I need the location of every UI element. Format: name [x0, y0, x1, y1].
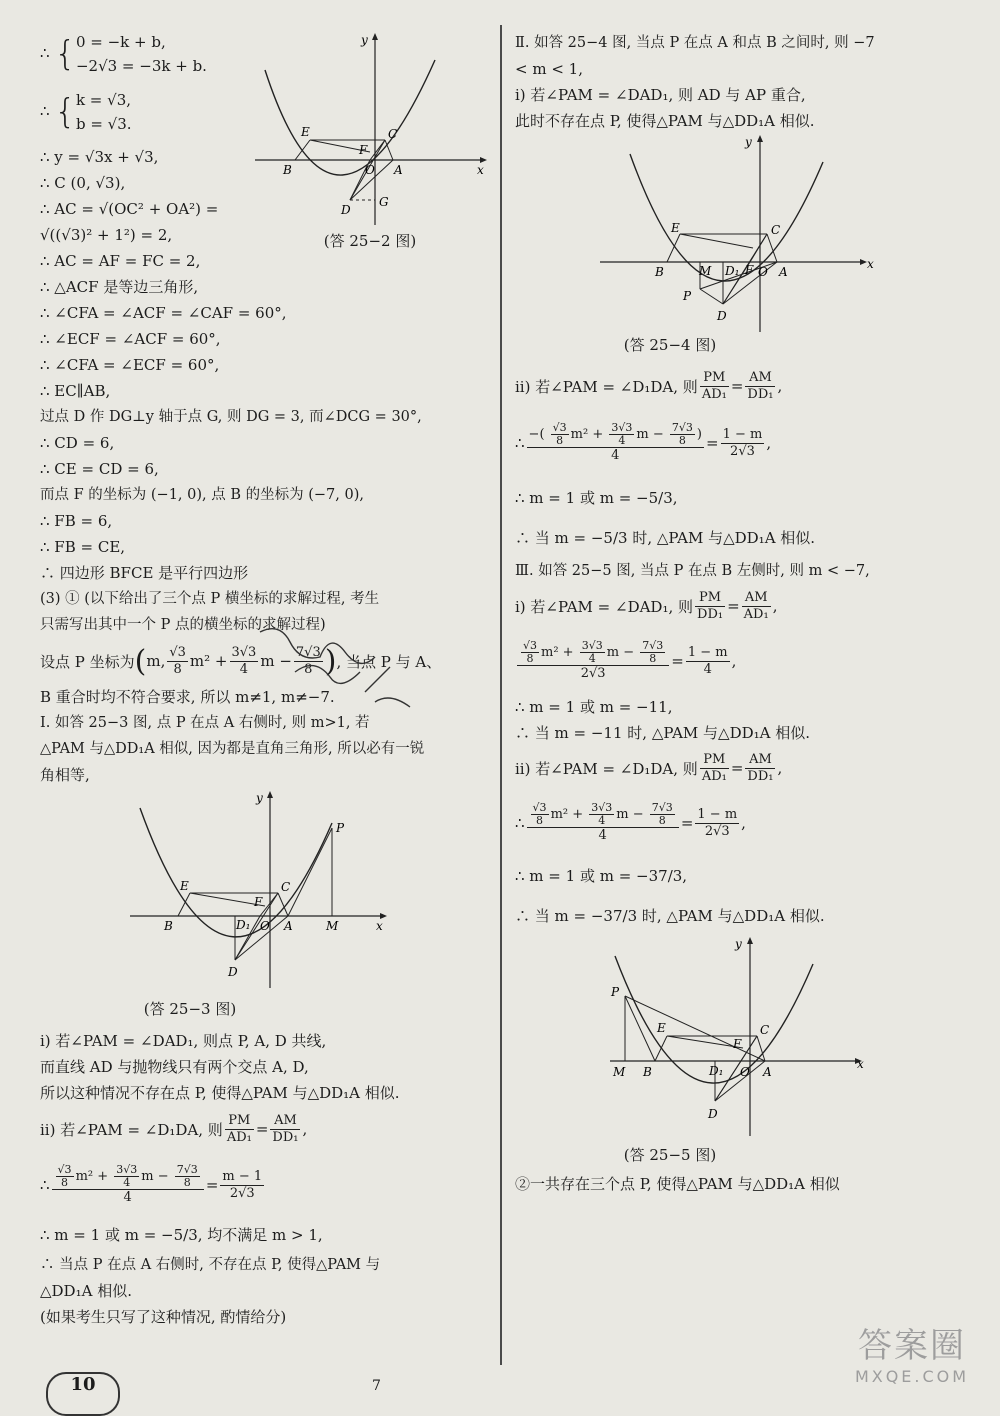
derivation-block-c: [40, 1028, 495, 1106]
ratio-condition: i) 若∠PAM = ∠DAD₁, 则 $\frac{PM}{\text{DD₁}}$ = $\frac{AM}{\text{AD₁}}$ ,: [515, 589, 778, 622]
page-number: 10: [46, 1372, 120, 1416]
fig-label: D₁: [236, 918, 251, 932]
fig-label: M: [326, 919, 339, 933]
text-line: ∴ 当点 P 在点 A 右侧时, 不存在点 P, 使得△PAM 与: [40, 1257, 381, 1273]
text-line: ∴ 当 m = −5/3 时, △PAM 与△DD₁A 相似.: [515, 529, 816, 547]
fig-label: B: [643, 1065, 652, 1079]
equation-system-2: ∴ {k = √3, b = √3.: [40, 91, 132, 133]
text-line: B 重合时均不符合要求, 所以 m≠1, m≠−7.: [40, 688, 335, 706]
fig-label: C: [760, 1023, 770, 1037]
fig-label: P: [611, 985, 620, 999]
text-line: Ⅰ. 如答 25−3 图, 点 P 在点 A 右侧时, 则 m>1, 若: [40, 715, 370, 731]
fig-label: M: [699, 264, 712, 278]
figure-25-3: [120, 788, 390, 1028]
text-line: 而点 F 的坐标为 (−1, 0), 点 B 的坐标为 (−7, 0),: [40, 487, 364, 503]
text-line: < m < 1,: [515, 60, 583, 78]
ratio-condition: ii) 若∠PAM = ∠D₁DA, 则 $\frac{PM}{\text{AD₁}}$ = $\frac{AM}{\text{DD₁}}$ ,: [515, 751, 783, 784]
fig-label: y: [735, 937, 742, 951]
fig-label: C: [281, 880, 291, 894]
case-2-result: [515, 478, 970, 584]
text-line: △DD₁A 相似.: [40, 1282, 132, 1300]
fig-label: G: [379, 195, 389, 209]
equation-3: $\frac{√3}{8}$ m² + $\frac{3√3}{4}$ m − $\frac{7√3}{8}$ 2√3 = $\frac{1 - m}{4}$ ,: [515, 628, 970, 694]
figure-caption: (答 25−4 图): [623, 336, 717, 354]
text-line: ∴ CD = 6,: [40, 434, 115, 452]
fig-label: B: [655, 265, 664, 279]
equation-system-1: ∴ {0 = −k + b, −2√3 = −3k + b.: [40, 33, 207, 75]
text-line: △PAM 与△DD₁A 相似, 因为都是直角三角形, 所以必有一锐: [40, 741, 425, 757]
text-line: ∴ AC = AF = FC = 2,: [40, 252, 201, 270]
fig-label: O: [365, 163, 375, 177]
fig-label: A: [394, 163, 403, 177]
text-line: ∴ AC = √(OC² + OA²) =: [40, 200, 219, 218]
fig-label: C: [771, 223, 781, 237]
point-p-definition: 设点 P 坐标为 ( m, $\frac{√3}{8}$ m² + $\frac{3√3}{4}$ m − $\frac{7√3}{8}$ ) , 当点 P 与 A、: [40, 643, 442, 679]
text-line: ∴ 四边形 BFCE 是平行四边形: [40, 564, 249, 582]
equation-1: ∴ $\frac{√3}{8}$ m² + $\frac{3√3}{4}$ m − $\frac{7√3}{8}$ 4 = $\frac{m - 1}{2√3}$: [40, 1163, 263, 1205]
center-mark: 7: [372, 1378, 381, 1394]
text-line: i) 若∠PAM = ∠DAD₁, 则点 P, A, D 共线,: [40, 1032, 327, 1050]
fig-label: A: [779, 265, 788, 279]
fig-label: D: [228, 965, 238, 979]
parabola-diagram: [120, 788, 390, 998]
parabola-diagram: [245, 30, 495, 230]
derivation-block-d: [40, 1218, 495, 1330]
case-2-intro: [515, 30, 970, 134]
text-line: √((√3)² + 1²) = 2,: [40, 226, 173, 244]
fig-label: E: [180, 879, 189, 893]
equation-4: ∴ $\frac{√3}{8}$ m² + $\frac{3√3}{4}$ m − $\frac{7√3}{8}$ 4 = $\frac{1 - m}{2√3}$ ,: [515, 801, 746, 843]
fig-label: C: [388, 127, 398, 141]
parabola-diagram: [605, 936, 875, 1144]
fig-label: D₁: [725, 264, 740, 278]
fig-label: O: [740, 1065, 750, 1079]
ratio-condition: ii) 若∠PAM = ∠D₁DA, 则 $\frac{PM}{\text{AD₁}}$ = $\frac{AM}{\text{DD₁}}$ ,: [40, 1112, 308, 1145]
fig-label: y: [256, 791, 263, 805]
text-line: ∴ m = 1 或 m = −11,: [515, 698, 673, 716]
text-line: 所以这种情况不存在点 P, 使得△PAM 与△DD₁A 相似.: [40, 1084, 400, 1102]
text-line: ∴ FB = 6,: [40, 512, 113, 530]
figure-25-4: [595, 134, 885, 364]
text-line: Ⅱ. 如答 25−4 图, 当点 P 在点 A 和点 B 之间时, 则 −7: [515, 35, 875, 51]
text-line: ∴ m = 1 或 m = −5/3, 均不满足 m > 1,: [40, 1226, 323, 1244]
fig-label: P: [336, 821, 345, 835]
column-divider: [500, 25, 502, 1365]
fig-label: O: [260, 919, 270, 933]
case-3-result-1: [515, 694, 970, 746]
text-line: ∴ 当 m = −11 时, △PAM 与△DD₁A 相似.: [515, 724, 811, 742]
fig-label: D: [341, 203, 351, 217]
fig-label: F: [359, 143, 368, 157]
text-line: 而直线 AD 与抛物线只有两个交点 A, D,: [40, 1058, 309, 1076]
fig-label: P: [683, 289, 692, 303]
text-line: ∴ 当 m = −37/3 时, △PAM 与△DD₁A 相似.: [515, 907, 825, 925]
figure-25-5: [605, 936, 875, 1171]
fig-label: F: [733, 1037, 742, 1051]
text-line: ∴ EC∥AB,: [40, 382, 111, 400]
handwritten-scribble: [255, 612, 425, 722]
text-line: ∴ △ACF 是等边三角形,: [40, 278, 199, 296]
fig-label: D: [717, 309, 727, 323]
figure-caption: (答 25−3 图): [143, 1000, 237, 1018]
text-line: ∴ CE = CD = 6,: [40, 460, 159, 478]
figure-25-2: [245, 30, 495, 255]
figure-caption: (答 25−2 图): [323, 232, 417, 250]
fig-label: x: [477, 163, 484, 177]
fig-label: B: [283, 163, 292, 177]
equation-2: ∴ −( $\frac{√3}{8}$ m² + $\frac{3√3}{4}$ m − $\frac{7√3}{8}$ ) 4 = $\frac{1 - m}{2√3}$ ,: [515, 421, 772, 463]
fig-label: E: [671, 221, 680, 235]
fig-label: O: [758, 265, 768, 279]
fig-label: y: [361, 33, 368, 47]
fig-label: F: [254, 895, 263, 909]
text-line: ∴ m = 1 或 m = −37/3,: [515, 867, 688, 885]
fig-label: x: [376, 919, 383, 933]
text-line: 角相等,: [40, 766, 90, 784]
parabola-diagram: [595, 134, 885, 334]
fig-label: A: [284, 919, 293, 933]
text-line: ∴ m = 1 或 m = −5/3,: [515, 489, 678, 507]
ratio-condition: ii) 若∠PAM = ∠D₁DA, 则 $\frac{PM}{\text{AD₁}}$ = $\frac{AM}{\text{DD₁}}$ ,: [515, 369, 783, 402]
text-line: i) 若∠PAM = ∠DAD₁, 则 AD 与 AP 重合,: [515, 86, 806, 104]
fig-label: B: [164, 919, 173, 933]
text-line: ∴ ∠CFA = ∠ACF = ∠CAF = 60°,: [40, 304, 287, 322]
fig-label: x: [857, 1057, 864, 1071]
text-line: ∴ FB = CE,: [40, 538, 126, 556]
text-line: ∴ C (0, √3),: [40, 174, 126, 192]
text-line: (3) ① (以下给出了三个点 P 横坐标的求解过程, 考生: [40, 591, 380, 607]
fig-label: F: [745, 263, 754, 277]
text-line: 过点 D 作 DG⊥y 轴于点 G, 则 DG = 3, 而∠DCG = 30°,: [40, 409, 422, 425]
fig-label: D: [708, 1107, 718, 1121]
fig-label: A: [763, 1065, 772, 1079]
text-line: 只需写出其中一个 P 点的横坐标的求解过程): [40, 617, 326, 633]
text-line: ∴ ∠CFA = ∠ECF = 60°,: [40, 356, 220, 374]
fig-label: D₁: [709, 1064, 724, 1078]
fig-label: E: [301, 125, 310, 139]
fig-label: M: [613, 1065, 626, 1079]
case-3-result-2: [515, 856, 970, 936]
figure-caption: (答 25−5 图): [623, 1146, 717, 1164]
final-conclusion: ②一共存在三个点 P, 使得△PAM 与△DD₁A 相似: [515, 1175, 840, 1193]
watermark-logo: 答案圈 MXQE.COM: [854, 1326, 970, 1386]
fig-label: E: [657, 1021, 666, 1035]
text-line: Ⅲ. 如答 25−5 图, 当点 P 在点 B 左侧时, 则 m < −7,: [515, 563, 870, 579]
text-line: (如果考生只写了这种情况, 酌情给分): [40, 1308, 287, 1326]
fig-label: y: [745, 135, 752, 149]
text-line: 此时不存在点 P, 使得△PAM 与△DD₁A 相似.: [515, 112, 815, 130]
text-line: ∴ y = √3x + √3,: [40, 148, 159, 166]
fig-label: x: [867, 257, 874, 271]
text-line: ∴ ∠ECF = ∠ACF = 60°,: [40, 330, 221, 348]
right-column: [515, 30, 970, 1197]
